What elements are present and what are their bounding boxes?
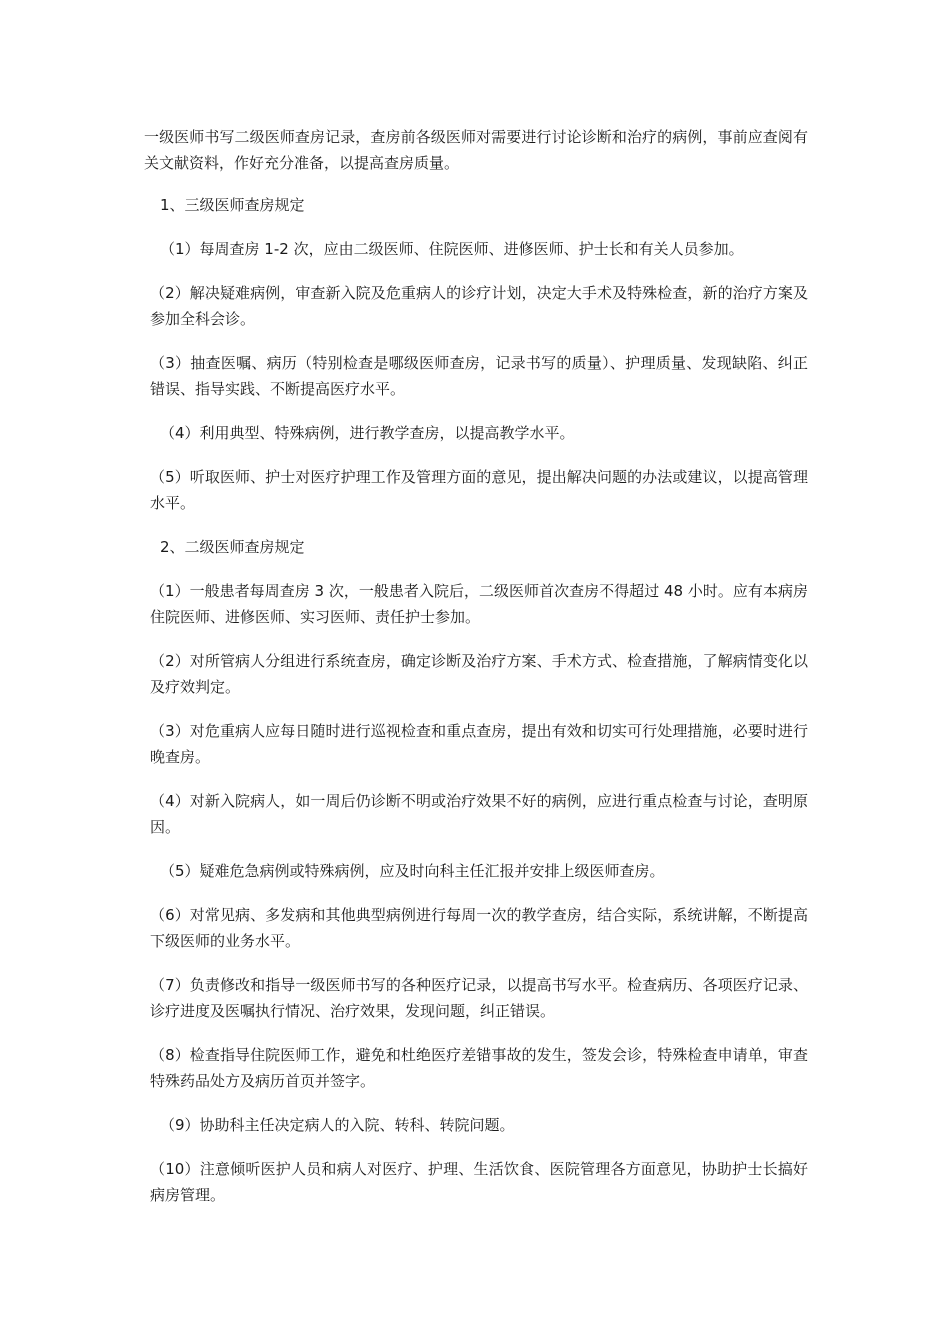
section-2-item-8: （8）检查指导住院医师工作，避免和杜绝医疗差错事故的发生，签发会诊，特殊检查申请单，审查特殊药品处方及病历首页并签字。 <box>150 1046 808 1090</box>
section-1-item-1: （1）每周查房 1-2 次，应由二级医师、住院医师、进修医师、护士长和有关人员参加。 <box>160 240 744 258</box>
section-1-item-2: （2）解决疑难病例，审查新入院及危重病人的诊疗计划，决定大手术及特殊检查，新的治疗方案及参加全科会诊。 <box>150 284 808 328</box>
intro-paragraph: 一级医师书写二级医师查房记录，查房前各级医师对需要进行讨论诊断和治疗的病例，事前应查阅有关文献资料，作好充分准备，以提高查房质量。 <box>144 128 808 172</box>
section-2-item-3: （3）对危重病人应每日随时进行巡视检查和重点查房，提出有效和切实可行处理措施，必要时进行晚查房。 <box>150 722 808 766</box>
section-2-item-1: （1）一般患者每周查房 3 次，一般患者入院后，二级医师首次查房不得超过 48 小时。应有本病房住院医师、进修医师、实习医师、责任护士参加。 <box>150 582 808 626</box>
section-2-item-9: （9）协助科主任决定病人的入院、转科、转院问题。 <box>160 1116 515 1134</box>
section-2-item-6: （6）对常见病、多发病和其他典型病例进行每周一次的教学查房，结合实际，系统讲解，不断提高下级医师的业务水平。 <box>150 906 808 950</box>
section-2-item-10: （10）注意倾听医护人员和病人对医疗、护理、生活饮食、医院管理各方面意见，协助护士长搞好病房管理。 <box>150 1160 808 1204</box>
section-1-heading: 1、三级医师查房规定 <box>160 196 305 214</box>
section-2-item-2: （2）对所管病人分组进行系统查房，确定诊断及治疗方案、手术方式、检查措施，了解病情变化以及疗效判定。 <box>150 652 808 696</box>
section-2-item-5: （5）疑难危急病例或特殊病例，应及时向科主任汇报并安排上级医师查房。 <box>160 862 665 880</box>
section-1-item-5: （5）听取医师、护士对医疗护理工作及管理方面的意见，提出解决问题的办法或建议，以提高管理水平。 <box>150 468 808 512</box>
document-body <box>144 124 808 1226</box>
section-2-item-4: （4）对新入院病人，如一周后仍诊断不明或治疗效果不好的病例，应进行重点检查与讨论，查明原因。 <box>150 792 808 836</box>
section-2-item-7: （7）负责修改和指导一级医师书写的各种医疗记录，以提高书写水平。检查病历、各项医疗记录、诊疗进度及医嘱执行情况、治疗效果，发现问题，纠正错误。 <box>150 976 808 1020</box>
section-1-item-4: （4）利用典型、特殊病例，进行教学查房，以提高教学水平。 <box>160 424 575 442</box>
section-2-heading: 2、二级医师查房规定 <box>160 538 305 556</box>
section-1-item-3: （3）抽查医嘱、病历（特别检查是哪级医师查房，记录书写的质量）、护理质量、发现缺陷、纠正错误、指导实践、不断提高医疗水平。 <box>150 354 808 398</box>
